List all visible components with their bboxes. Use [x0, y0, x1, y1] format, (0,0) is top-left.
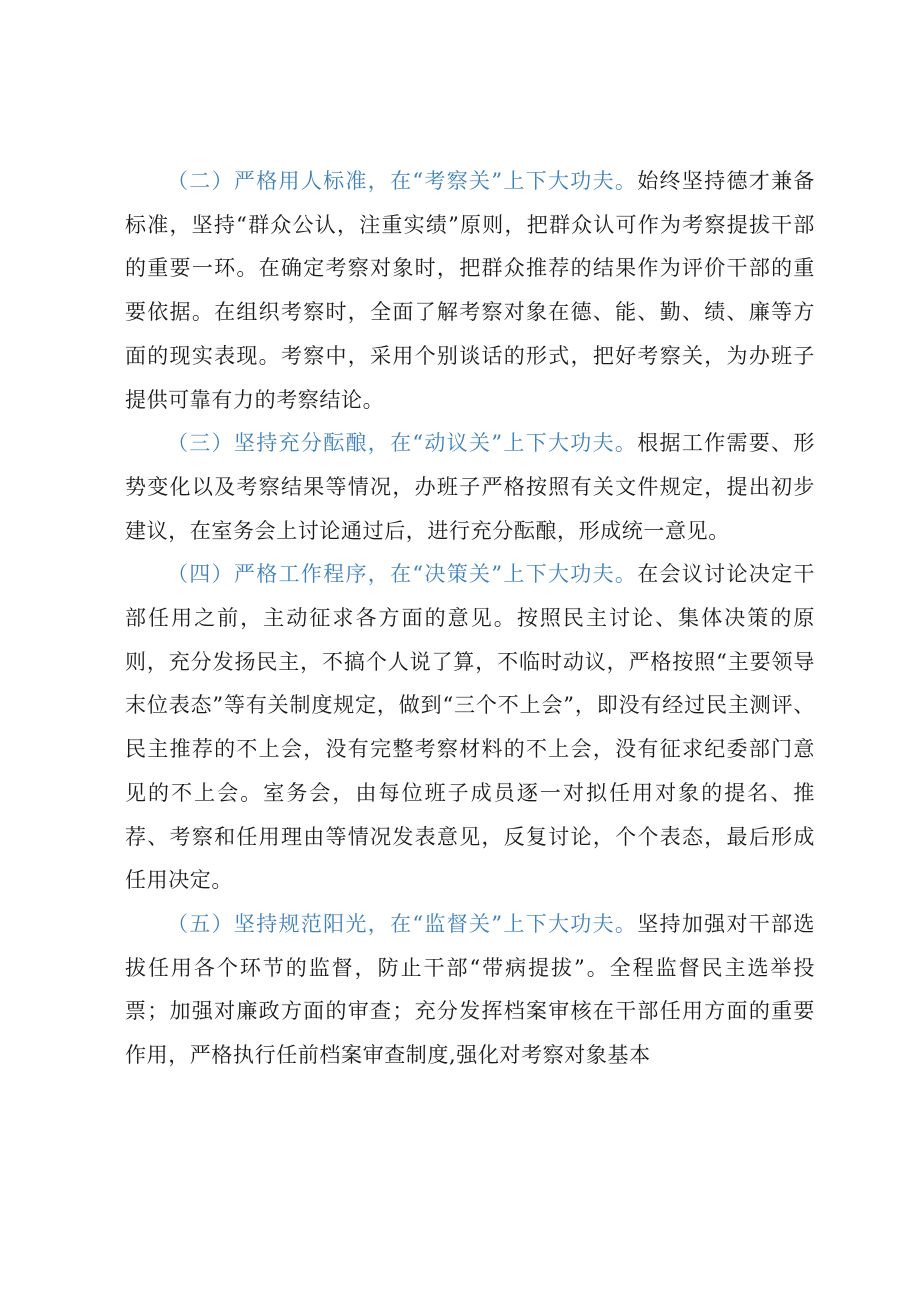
paragraph-3: [125, 422, 815, 553]
section-body-5: 坚持加强对干部选拔任用各个环节的监督，防止干部“带病提拔”。全程监督民主选举投票；加强对廉政方面的审查；充分发挥档案审核在干部任用方面的重要作用，严格执行任前档案审查制度,强化对考察对象基本: [125, 911, 815, 1068]
section-heading-2: （二）严格用人标准，在“考察关”上下大功夫。: [167, 169, 638, 193]
section-body-3: 根据工作需要、形势变化以及考察结果等情况，办班子严格按照有关文件规定，提出初步建议，在室务会上讨论通过后，进行充分酝酿，形成统一意见。: [125, 431, 815, 543]
section-body-4: 在会议讨论决定干部任用之前，主动征求各方面的意见。按照民主讨论、集体决策的原则，充分发扬民主，不搞个人说了算，不临时动议，严格按照“主要领导末位表态”等有关制度规定，做到“三个不上会”，即没有经过民主测评、民主推荐的不上会，没有完整考察材料的不上会，没有征求纪委部门意见的不上会。室务会，由每位班子成员逐一对拟任用对象的提名、推荐、考察和任用理由等情况发表意见，反复讨论，个个表态，最后形成任用决定。: [125, 562, 815, 893]
paragraph-5: [125, 903, 815, 1078]
paragraph-2: [125, 160, 815, 422]
section-heading-5: （五）坚持规范阳光，在“监督关”上下大功夫。: [167, 911, 638, 936]
section-body-2: 始终坚持德才兼备标准，坚持“群众公认，注重实绩”原则，把群众认可作为考察提拔干部的重要一环。在确定考察对象时，把群众推荐的结果作为评价干部的重要依据。在组织考察时，全面了解考察对象在德、能、勤、绩、廉等方面的现实表现。考察中，采用个别谈话的形式，把好考察关，为办班子提供可靠有力的考察结论。: [125, 169, 815, 412]
paragraph-4: [125, 553, 815, 903]
section-heading-4: （四）严格工作程序，在“决策关”上下大功夫。: [167, 562, 638, 587]
document-body: [125, 160, 815, 1078]
section-heading-3: （三）坚持充分酝酿，在“动议关”上下大功夫。: [167, 431, 638, 456]
